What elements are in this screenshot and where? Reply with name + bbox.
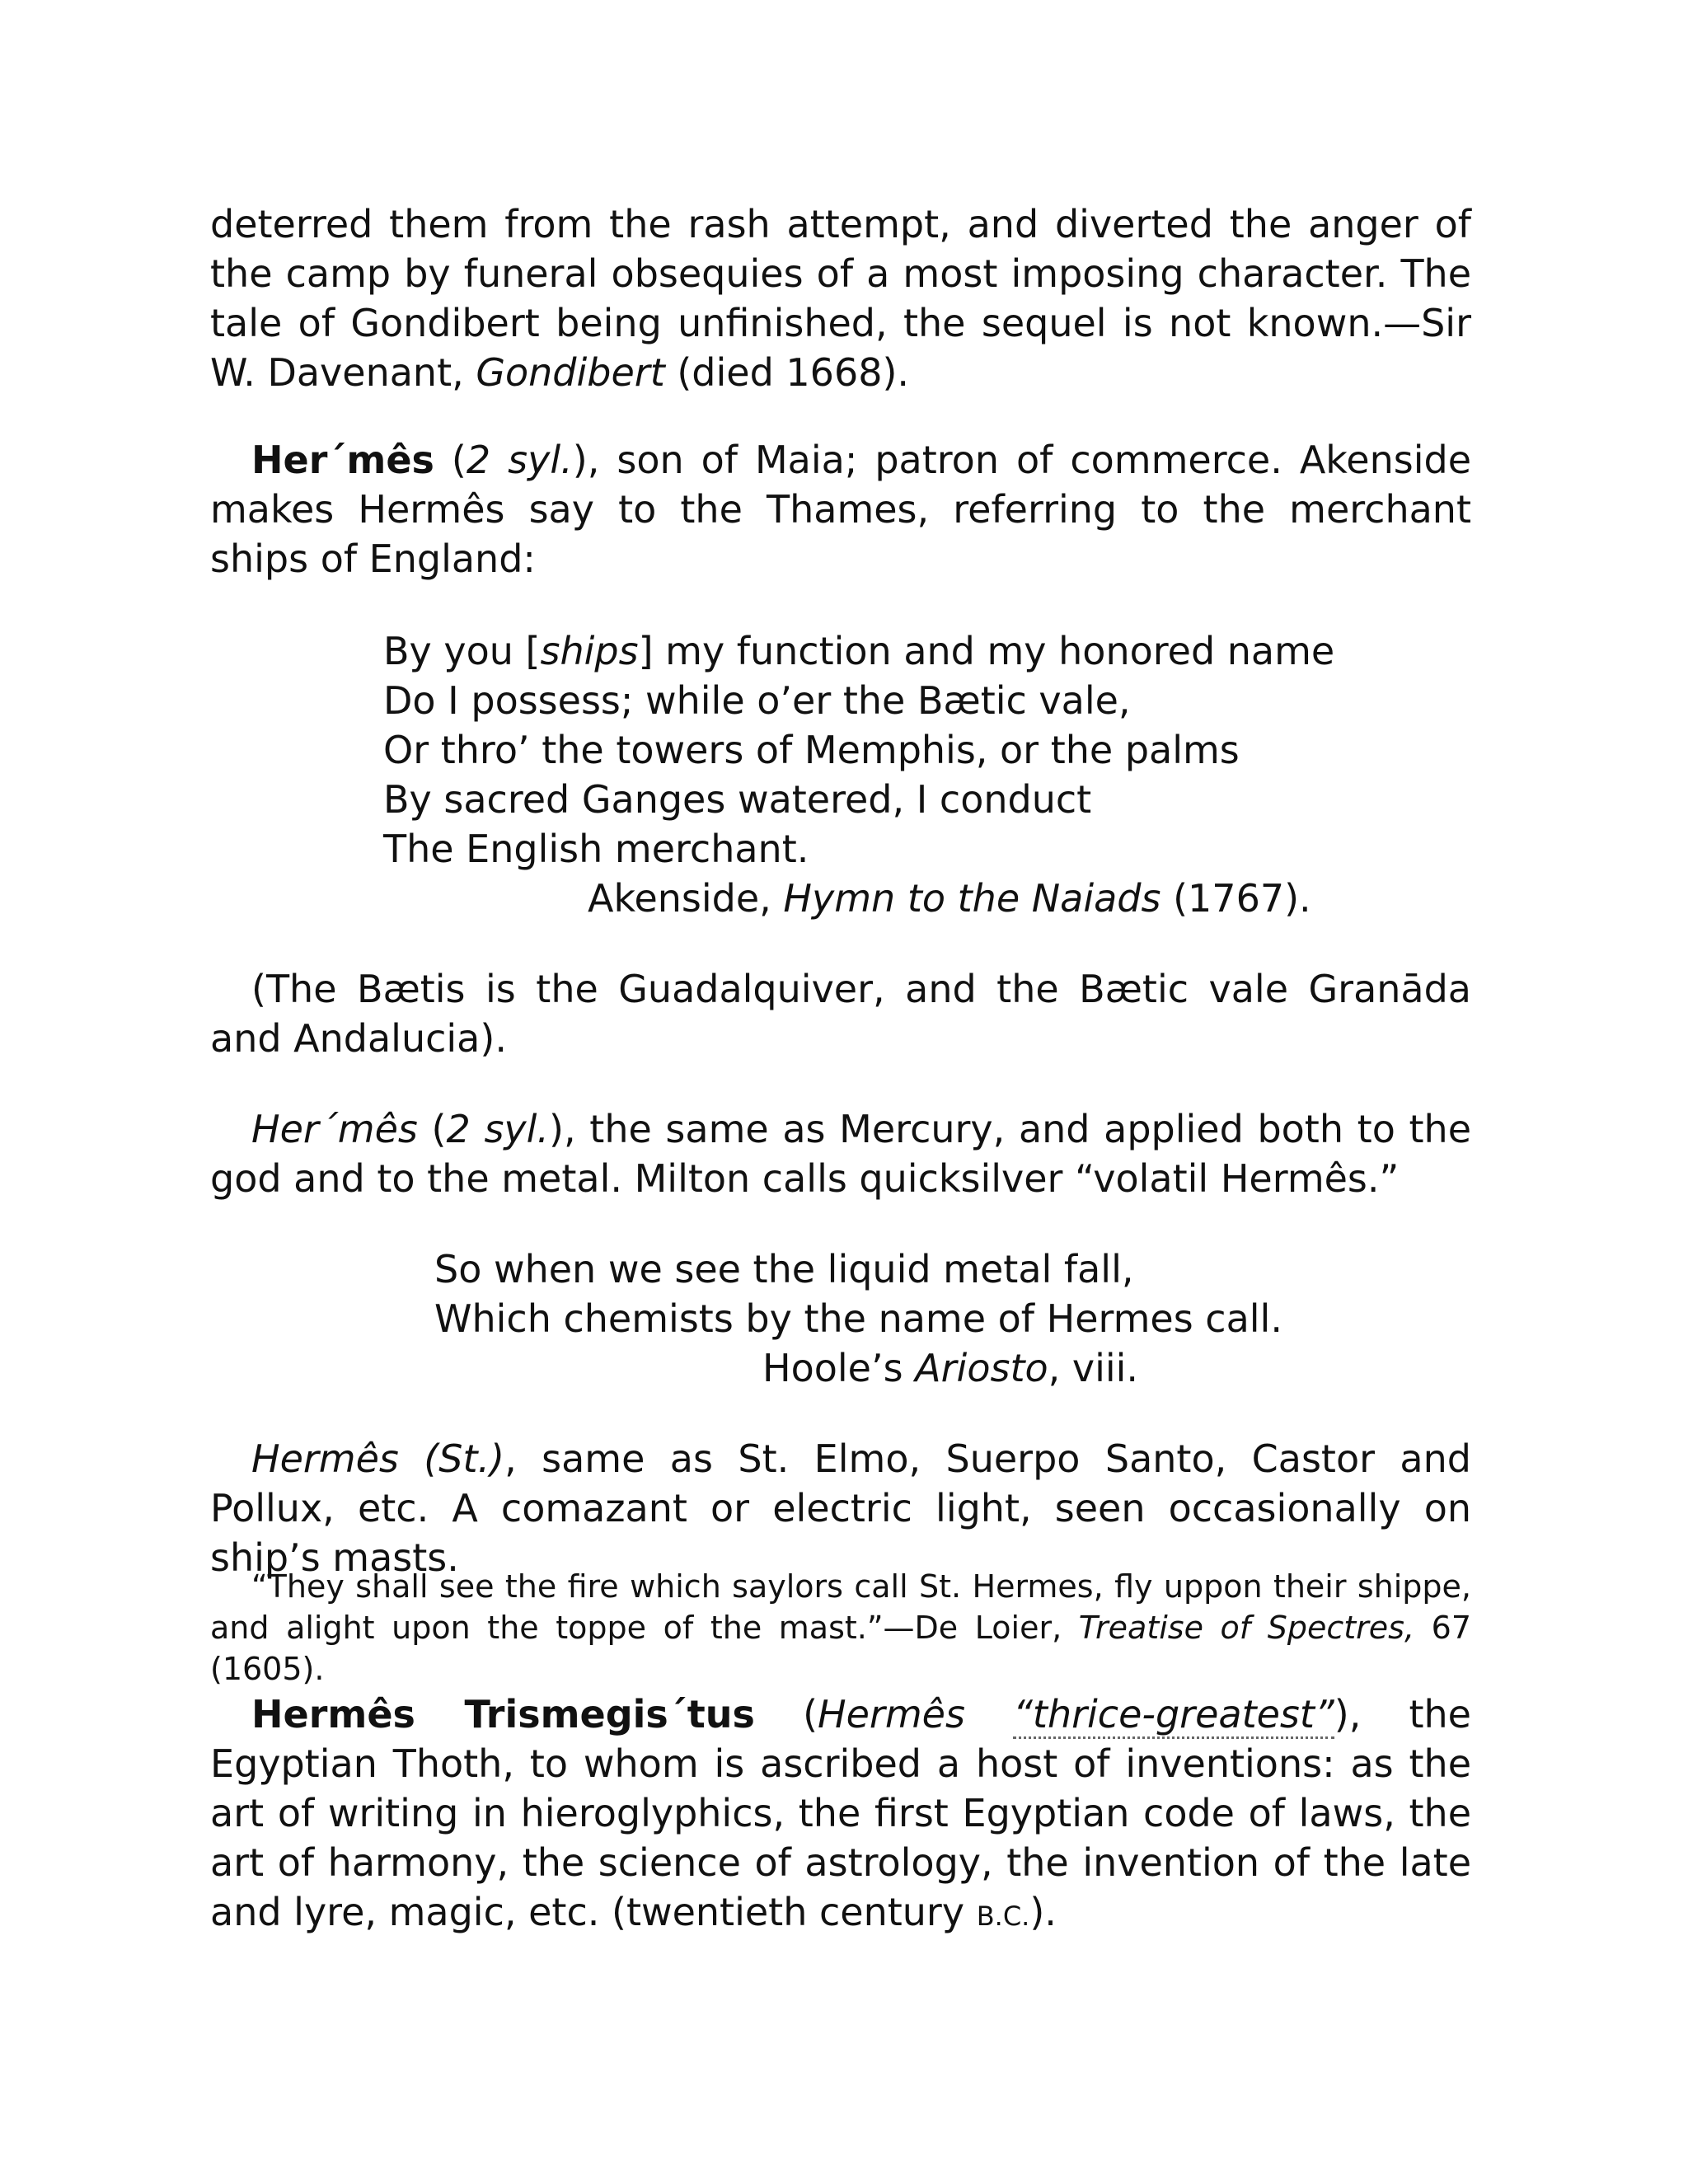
verse-line: Do I possess; while o’er the Bætic vale, <box>383 678 1131 723</box>
verse-attribution <box>762 1343 1138 1393</box>
quote-text: “They shall see the fire which saylors call St. Hermes, fly uppon their shippe, and alight upon the toppe of the mast.”—De Loier, <box>210 1568 1471 1646</box>
gondibert-paragraph <box>210 199 1471 397</box>
punctuation: ( <box>434 438 467 482</box>
headword: Hermês Trismegis´tus <box>251 1692 755 1736</box>
verse-italic: ships <box>540 629 639 673</box>
entry-text: , same as St. Elmo, Suerpo Santo, Castor and Pollux, etc. A comazant or electric light, seen occasionally on ship’s masts. <box>210 1436 1471 1580</box>
paragraph-text: (died 1668). <box>664 350 910 395</box>
attribution-text: , viii. <box>1048 1346 1139 1390</box>
headword: Hermês (St.) <box>251 1436 505 1481</box>
quotation <box>210 1566 1471 1690</box>
verse-akenside <box>383 626 1334 874</box>
headword: Her´mês <box>251 1107 418 1151</box>
verse-hoole <box>434 1244 1282 1343</box>
attribution-text: Hoole’s <box>762 1346 916 1390</box>
entry-text: ), son of Maia; patron of commerce. Akenside makes Hermês say to the Thames, referring to the merchant ships of England: <box>210 438 1472 581</box>
entry-text: ), the Egyptian Thoth, to whom is ascribed a host of inventions: as the art of writing in hieroglyphics, the first Egyptian code of laws, the art of harmony, the science of astrology, the invention of the late and lyre, magic, etc. (twentieth century <box>210 1692 1471 1934</box>
entry-hermes-commerce <box>210 435 1471 583</box>
entry-hermes-trismegistus <box>210 1690 1471 1941</box>
entry-hermes-mercury <box>210 1104 1471 1203</box>
work-title: Gondibert <box>476 350 665 395</box>
verse-line: By sacred Ganges watered, I conduct <box>383 777 1092 822</box>
era-abbrev: B.C. <box>976 1900 1030 1932</box>
verse-line <box>383 626 1334 676</box>
verse-line: Or thro’ the towers of Memphis, or the palms <box>383 728 1240 772</box>
entry-hermes-st <box>210 1434 1471 1582</box>
entry-text: ), the same as Mercury, and applied both to the god and to the metal. Milton calls quicksilver “volatil Hermês.” <box>210 1107 1471 1201</box>
punctuation: ). <box>1029 1890 1057 1934</box>
verse-text: ] my function and my honored name <box>638 629 1335 673</box>
punctuation: ( <box>754 1692 818 1736</box>
quote-work-title: Treatise of Spectres, <box>1078 1610 1415 1646</box>
verse-attribution <box>588 874 1311 923</box>
syllable-note: 2 syl. <box>466 438 573 482</box>
attribution-text: (1767). <box>1160 876 1311 921</box>
quote-text: 67 (1605). <box>210 1610 1472 1687</box>
syllable-note: 2 syl. <box>446 1107 550 1151</box>
verse-text: By you [ <box>383 629 541 673</box>
punctuation: ( <box>417 1107 447 1151</box>
attribution-title: Hymn to the Naiads <box>783 876 1161 921</box>
verse-line: So when we see the liquid metal fall, <box>434 1247 1134 1291</box>
verse-line: The English merchant. <box>383 827 809 871</box>
paragraph-text: deterred them from the rash attempt, and diverted the anger of the camp by funeral obsequies of a most imposing character. The tale of Gondibert being unfinished, the sequel is not known.—Sir W. Davenant, <box>210 202 1471 395</box>
headword: Her´mês <box>251 438 434 482</box>
gloss-italic: Hermês <box>818 1692 1014 1736</box>
attribution-title: Ariosto <box>915 1346 1048 1390</box>
baetis-note: (The Bætis is the Guadalquiver, and the Bætic vale Granāda and Andalucia). <box>210 967 1471 1061</box>
gloss-tooltip-term[interactable]: “thrice-greatest” <box>1013 1692 1334 1739</box>
verse-line: Which chemists by the name of Hermes call. <box>434 1296 1282 1341</box>
attribution-text: Akenside, <box>588 876 784 921</box>
